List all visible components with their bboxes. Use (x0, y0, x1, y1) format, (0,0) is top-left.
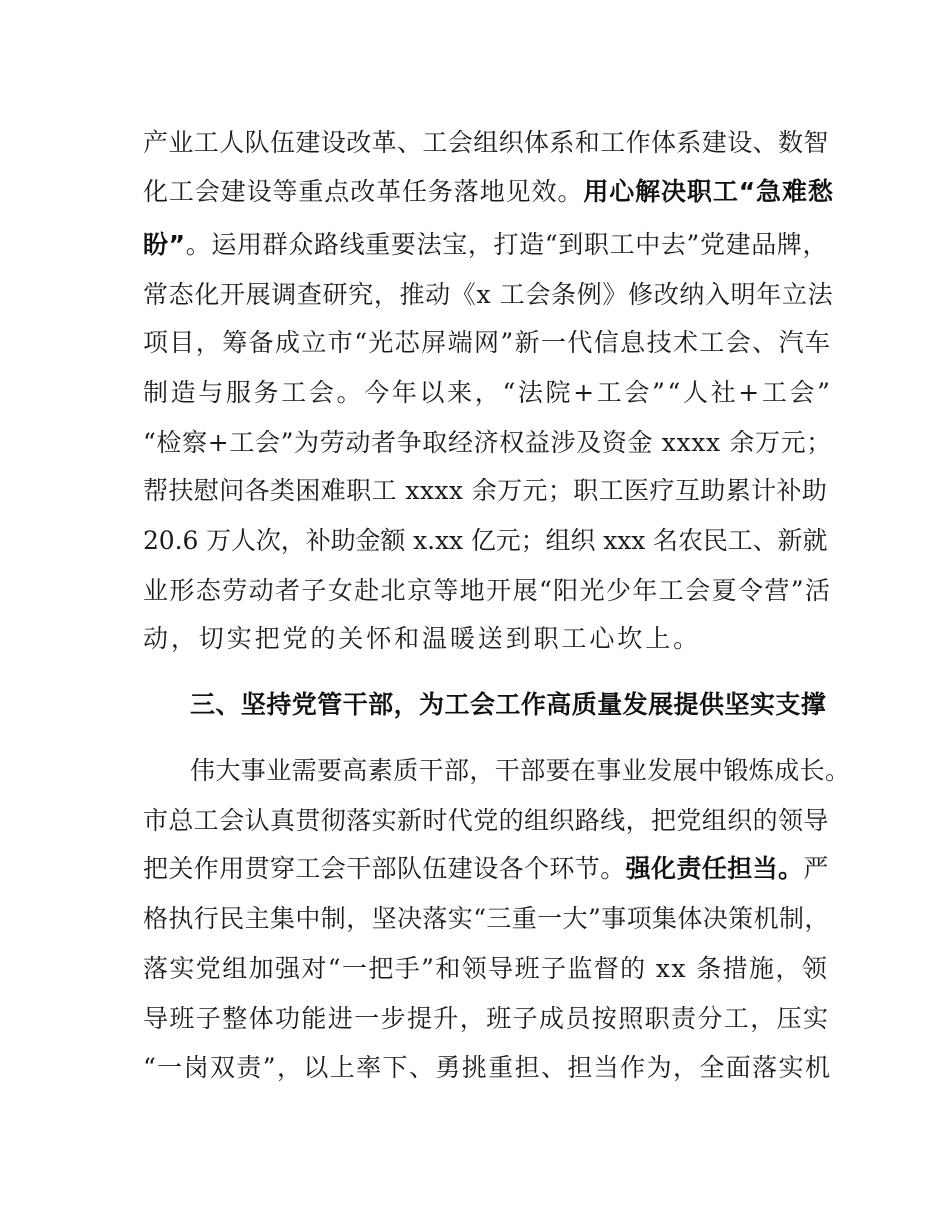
body-line (143, 177, 833, 207)
heading-text: 三、坚持党管干部，为工会工作高质量发展提供坚实支撑 (190, 690, 827, 719)
body-line (143, 230, 833, 260)
body-line (143, 328, 833, 358)
text-run: 严 (803, 854, 829, 883)
body-line (143, 854, 833, 884)
text-run: 市总工会认真贯彻落实新时代党的组织路线，把党组织的领导 (143, 806, 829, 835)
text-run: 伟大事业需要高素质干部，干部要在事业发展中锻炼成长。 (190, 756, 851, 785)
text-run: 制造与服务工会。今年以来，“法院+工会”“人社+工会” (143, 378, 833, 407)
body-line (143, 904, 833, 934)
body-line (143, 476, 833, 506)
text-run: 化工会建设等重点改革任务落地见效。 (143, 177, 584, 206)
body-line (143, 576, 833, 606)
body-line (143, 526, 833, 556)
body-line (143, 1053, 833, 1083)
body-line (143, 954, 833, 984)
body-line (143, 280, 833, 310)
text-run: 。运用群众路线重要法宝，打造“到职工中去”党建品牌， (185, 230, 829, 259)
body-line (143, 624, 833, 654)
body-line (143, 806, 833, 836)
text-run: 项目，筹备成立市“光芯屏端网”新一代信息技术工会、汽车 (143, 328, 832, 357)
body-line (143, 1004, 833, 1034)
text-run: 格执行民主集中制，坚决落实“三重一大”事项集体决策机制， (143, 904, 830, 933)
text-run: 落实党组加强对“一把手”和领导班子监督的 xx 条措施，领 (143, 954, 829, 983)
text-run: 把关作用贯穿工会干部队伍建设各个环节。 (143, 854, 626, 883)
body-line (143, 428, 833, 458)
body-line (143, 128, 833, 158)
section-heading (190, 690, 830, 720)
text-run: 20.6 万人次，补助金额 x.xx 亿元；组织 xxx 名农民工、新就 (143, 526, 828, 555)
bold-run: 盼” (143, 230, 186, 259)
text-run: 帮扶慰问各类困难职工 xxxx 余万元；职工医疗互助累计补助 (143, 476, 828, 505)
text-run: 动，切实把党的关怀和温暖送到职工心坎上。 (143, 624, 702, 653)
text-run: 业形态劳动者子女赴北京等地开展“阳光少年工会夏令营”活 (143, 576, 832, 605)
body-line (143, 378, 833, 408)
text-run: 常态化开展调查研究，推动《x 工会条例》修改纳入明年立法 (143, 280, 834, 309)
body-line (190, 756, 850, 786)
bold-run: 用心解决职工“急难愁 (583, 177, 834, 206)
text-run: 产业工人队伍建设改革、工会组织体系和工作体系建设、数智 (143, 128, 829, 157)
bold-run: 强化责任担当。 (625, 854, 804, 883)
text-run: 导班子整体功能进一步提升，班子成员按照职责分工，压实 (143, 1004, 830, 1033)
text-run: “检察+工会”为劳动者争取经济权益涉及资金 xxxx 余万元； (143, 428, 832, 457)
text-run: “一岗双责”，以上率下、勇挑重担、担当作为，全面落实机 (143, 1053, 832, 1082)
